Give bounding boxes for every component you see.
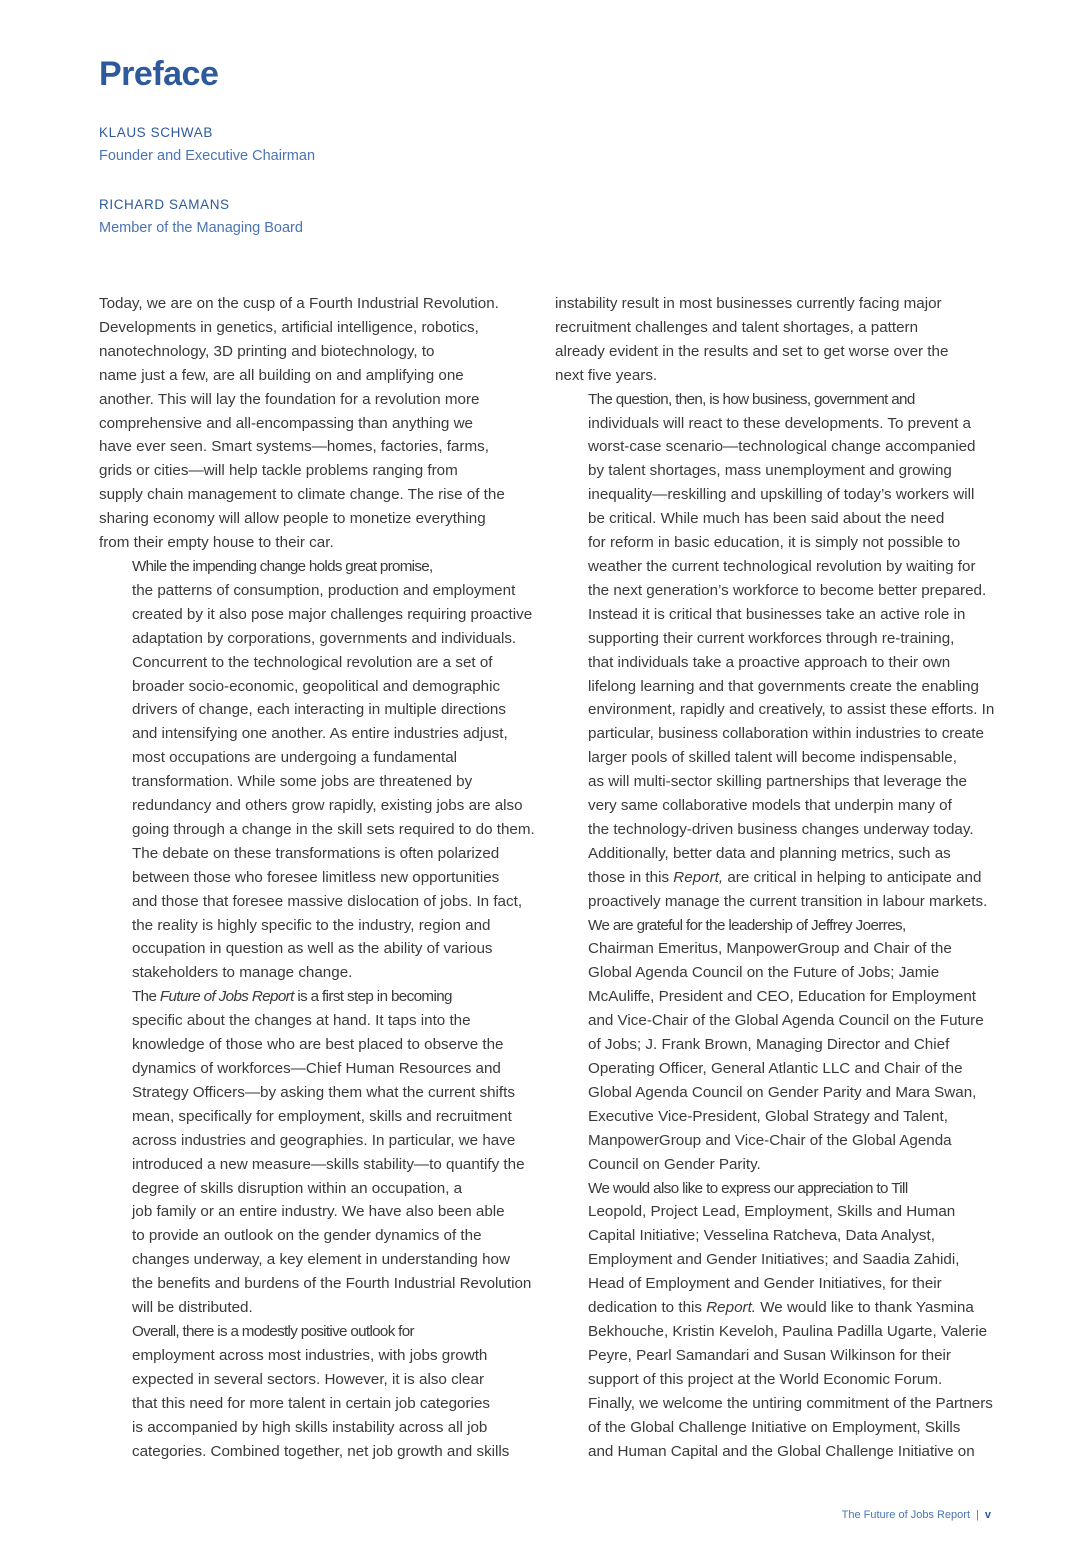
paragraph [99, 985, 539, 1320]
text-line: already evident in the results and set to get worse over the [555, 342, 949, 360]
text-line [555, 866, 995, 890]
text-line: is accompanied by high skills instability across all job [132, 1418, 488, 1436]
text-line: categories. Combined together, net job growth and skills [132, 1442, 510, 1460]
text-line: across industries and geographies. In particular, we have [132, 1131, 516, 1149]
text-line: Executive Vice-President, Global Strategy and Talent, [588, 1107, 948, 1125]
text-line: for reform in basic education, it is simply not possible to [588, 534, 961, 552]
text-line: knowledge of those who are best placed to observe the [132, 1036, 504, 1054]
text-run: is a first step in becoming [293, 988, 452, 1006]
text-line: recruitment challenges and talent shortages, a pattern [555, 318, 919, 336]
text-run: those in this [588, 868, 674, 886]
text-line: and Human Capital and the Global Challenge Initiative on [588, 1442, 975, 1460]
text-line: occupation in question as well as the ability of various [132, 940, 493, 958]
text-line: Overall, there is a modestly positive outlook for [132, 1322, 414, 1340]
text-line: Additionally, better data and planning metrics, such as [588, 844, 951, 862]
text-line: comprehensive and all-encompassing than anything we [99, 414, 474, 432]
text-line: Instead it is critical that businesses take an active role in [588, 605, 966, 623]
text-line: We are grateful for the leadership of Jeffrey Joerres, [588, 916, 906, 934]
text-line: introduced a new measure—skills stability—to quantify the [132, 1155, 525, 1173]
text-line: Peyre, Pearl Samandari and Susan Wilkinson for their [588, 1346, 951, 1364]
text-line: broader socio-economic, geopolitical and demographic [132, 677, 501, 695]
text-line: and Vice-Chair of the Global Agenda Council on the Future [588, 1012, 984, 1030]
text-line: job family or an entire industry. We have also been able [132, 1203, 505, 1221]
text-line: Chairman Emeritus, ManpowerGroup and Chair of the [588, 940, 952, 958]
text-run: are critical in helping to anticipate and [723, 868, 982, 886]
page-title: Preface [99, 55, 219, 93]
text-line: from their empty house to their car. [99, 534, 334, 552]
text-line: degree of skills disruption within an occupation, a [132, 1179, 463, 1197]
text-line: supporting their current workforces through re-training, [588, 629, 955, 647]
text-line [555, 1296, 995, 1320]
text-line: Head of Employment and Gender Initiatives, for their [588, 1275, 942, 1293]
text-line: Employment and Gender Initiatives; and Saadia Zahidi, [588, 1251, 960, 1269]
text-line: grids or cities—will help tackle problems ranging from [99, 462, 458, 480]
author-role: Member of the Managing Board [99, 220, 303, 236]
text-line: the patterns of consumption, production and employment [132, 581, 516, 599]
text-line: mean, specifically for employment, skills and recruitment [132, 1107, 512, 1125]
text-line: employment across most industries, with jobs growth [132, 1346, 488, 1364]
body-column-left [99, 292, 539, 1463]
text-line: expected in several sectors. However, it is also clear [132, 1370, 484, 1388]
text-line: Global Agenda Council on Gender Parity and Mara Swan, [588, 1083, 977, 1101]
text-line: of Jobs; J. Frank Brown, Managing Director and Chief [588, 1036, 950, 1054]
text-line: Developments in genetics, artificial intelligence, robotics, [99, 318, 479, 336]
text-line: another. This will lay the foundation for a revolution more [99, 390, 480, 408]
paragraph [99, 292, 539, 555]
footer-report-title: The Future of Jobs Report [841, 1509, 971, 1521]
text-line: name just a few, are all building on and amplifying one [99, 366, 464, 384]
text-line: instability result in most businesses currently facing major [555, 295, 942, 312]
text-line: McAuliffe, President and CEO, Education for Employment [588, 988, 977, 1006]
text-line [99, 985, 539, 1009]
text-line: lifelong learning and that governments create the enabling [588, 677, 979, 695]
text-line: that individuals take a proactive approach to their own [588, 653, 951, 671]
author-block [99, 123, 315, 167]
text-line: Operating Officer, General Atlantic LLC and Chair of the [588, 1060, 963, 1077]
text-line: Council on Gender Parity. [588, 1155, 761, 1173]
text-line: going through a change in the skill sets required to do them. [132, 820, 535, 838]
paragraph [99, 555, 539, 985]
text-line: Strategy Officers—by asking them what the current shifts [132, 1083, 515, 1101]
page-footer [842, 1509, 991, 1521]
text-line: Capital Initiative; Vesselina Ratcheva, Data Analyst, [588, 1227, 935, 1245]
text-line: by talent shortages, mass unemployment and growing [588, 462, 952, 480]
text-line: support of this project at the World Economic Forum. [588, 1370, 943, 1388]
text-line: transformation. While some jobs are threatened by [132, 773, 473, 791]
footer-separator: | [976, 1509, 979, 1521]
text-line: Today, we are on the cusp of a Fourth Industrial Revolution. [99, 295, 499, 312]
body-column-right [555, 292, 995, 1463]
text-line: next five years. [555, 366, 658, 384]
text-line: between those who foresee limitless new opportunities [132, 868, 500, 886]
author-role: Founder and Executive Chairman [99, 148, 316, 164]
text-line: the technology-driven business changes underway today. [588, 820, 974, 838]
italic-title: Report, [673, 868, 724, 886]
text-line: ManpowerGroup and Vice-Chair of the Global Agenda [588, 1131, 952, 1149]
text-line: Bekhouche, Kristin Keveloh, Paulina Padilla Ugarte, Valerie [588, 1322, 988, 1340]
text-line: proactively manage the current transition in labour markets. [588, 892, 988, 910]
text-line: that this need for more talent in certain job categories [132, 1394, 490, 1412]
text-line: While the impending change holds great promise, [132, 557, 433, 575]
text-line: nanotechnology, 3D printing and biotechnology, to [99, 342, 435, 360]
text-line: have ever seen. Smart systems—homes, factories, farms, [99, 438, 489, 456]
author-name: RICHARD SAMANS [99, 197, 230, 212]
text-line: will be distributed. [132, 1299, 253, 1317]
text-run: The [132, 988, 160, 1006]
text-line: supply chain management to climate change. The rise of the [99, 486, 505, 504]
text-line: changes underway, a key element in understanding how [132, 1251, 510, 1269]
text-line: Concurrent to the technological revolution are a set of [132, 653, 493, 671]
paragraph [99, 1320, 539, 1463]
text-line: environment, rapidly and creatively, to assist these efforts. In [588, 701, 995, 719]
author-name: KLAUS SCHWAB [99, 125, 213, 140]
text-line: Finally, we welcome the untiring commitment of the Partners [588, 1394, 993, 1412]
text-line: Global Agenda Council on the Future of Jobs; Jamie [588, 964, 940, 982]
text-line: the next generation’s workforce to become better prepared. [588, 581, 987, 599]
text-line: The question, then, is how business, government and [588, 390, 915, 408]
text-line: The debate on these transformations is often polarized [132, 844, 500, 862]
text-line: worst-case scenario—technological change accompanied [588, 438, 976, 456]
text-line: individuals will react to these developments. To prevent a [588, 414, 971, 432]
text-line: created by it also pose major challenges requiring proactive [132, 605, 533, 623]
text-line: as will multi-sector skilling partnerships that leverage the [588, 773, 968, 791]
text-line: weather the current technological revolution by waiting for [588, 557, 976, 575]
paragraph [555, 388, 995, 914]
text-line: most occupations are undergoing a fundamental [132, 749, 458, 767]
text-line: adaptation by corporations, governments and individuals. [132, 629, 517, 647]
text-line: the benefits and burdens of the Fourth Industrial Revolution [132, 1275, 532, 1293]
paragraph [555, 914, 995, 1177]
text-line: redundancy and others grow rapidly, existing jobs are also [132, 797, 523, 815]
italic-title: Future of Jobs Report [159, 988, 294, 1006]
text-line: inequality—reskilling and upskilling of today’s workers will [588, 486, 975, 504]
text-line: Leopold, Project Lead, Employment, Skills and Human [588, 1203, 956, 1221]
text-line: stakeholders to manage change. [132, 964, 353, 982]
paragraph [555, 292, 995, 388]
text-line: and intensifying one another. As entire industries adjust, [132, 725, 508, 743]
text-line: the reality is highly specific to the industry, region and [132, 916, 491, 934]
text-line: larger pools of skilled talent will become indispensable, [588, 749, 957, 767]
text-line: very same collaborative models that underpin many of [588, 797, 952, 815]
text-line: specific about the changes at hand. It taps into the [132, 1012, 471, 1030]
paragraph [555, 1177, 995, 1464]
text-line: particular, business collaboration within industries to create [588, 725, 984, 743]
text-run: dedication to this [588, 1299, 707, 1317]
page-number: v [984, 1509, 991, 1521]
text-line: and those that foresee massive dislocation of jobs. In fact, [132, 892, 523, 910]
text-line: drivers of change, each interacting in multiple directions [132, 701, 506, 719]
text-line: be critical. While much has been said about the need [588, 510, 945, 528]
text-line: to provide an outlook on the gender dynamics of the [132, 1227, 482, 1245]
text-run: We would like to thank Yasmina [756, 1299, 974, 1317]
text-line: We would also like to express our appreciation to Till [588, 1179, 908, 1197]
text-line: dynamics of workforces—Chief Human Resources and [132, 1060, 501, 1077]
author-block [99, 195, 303, 239]
italic-title: Report. [706, 1299, 757, 1317]
text-line: of the Global Challenge Initiative on Employment, Skills [588, 1418, 961, 1436]
text-line: sharing economy will allow people to monetize everything [99, 510, 486, 528]
